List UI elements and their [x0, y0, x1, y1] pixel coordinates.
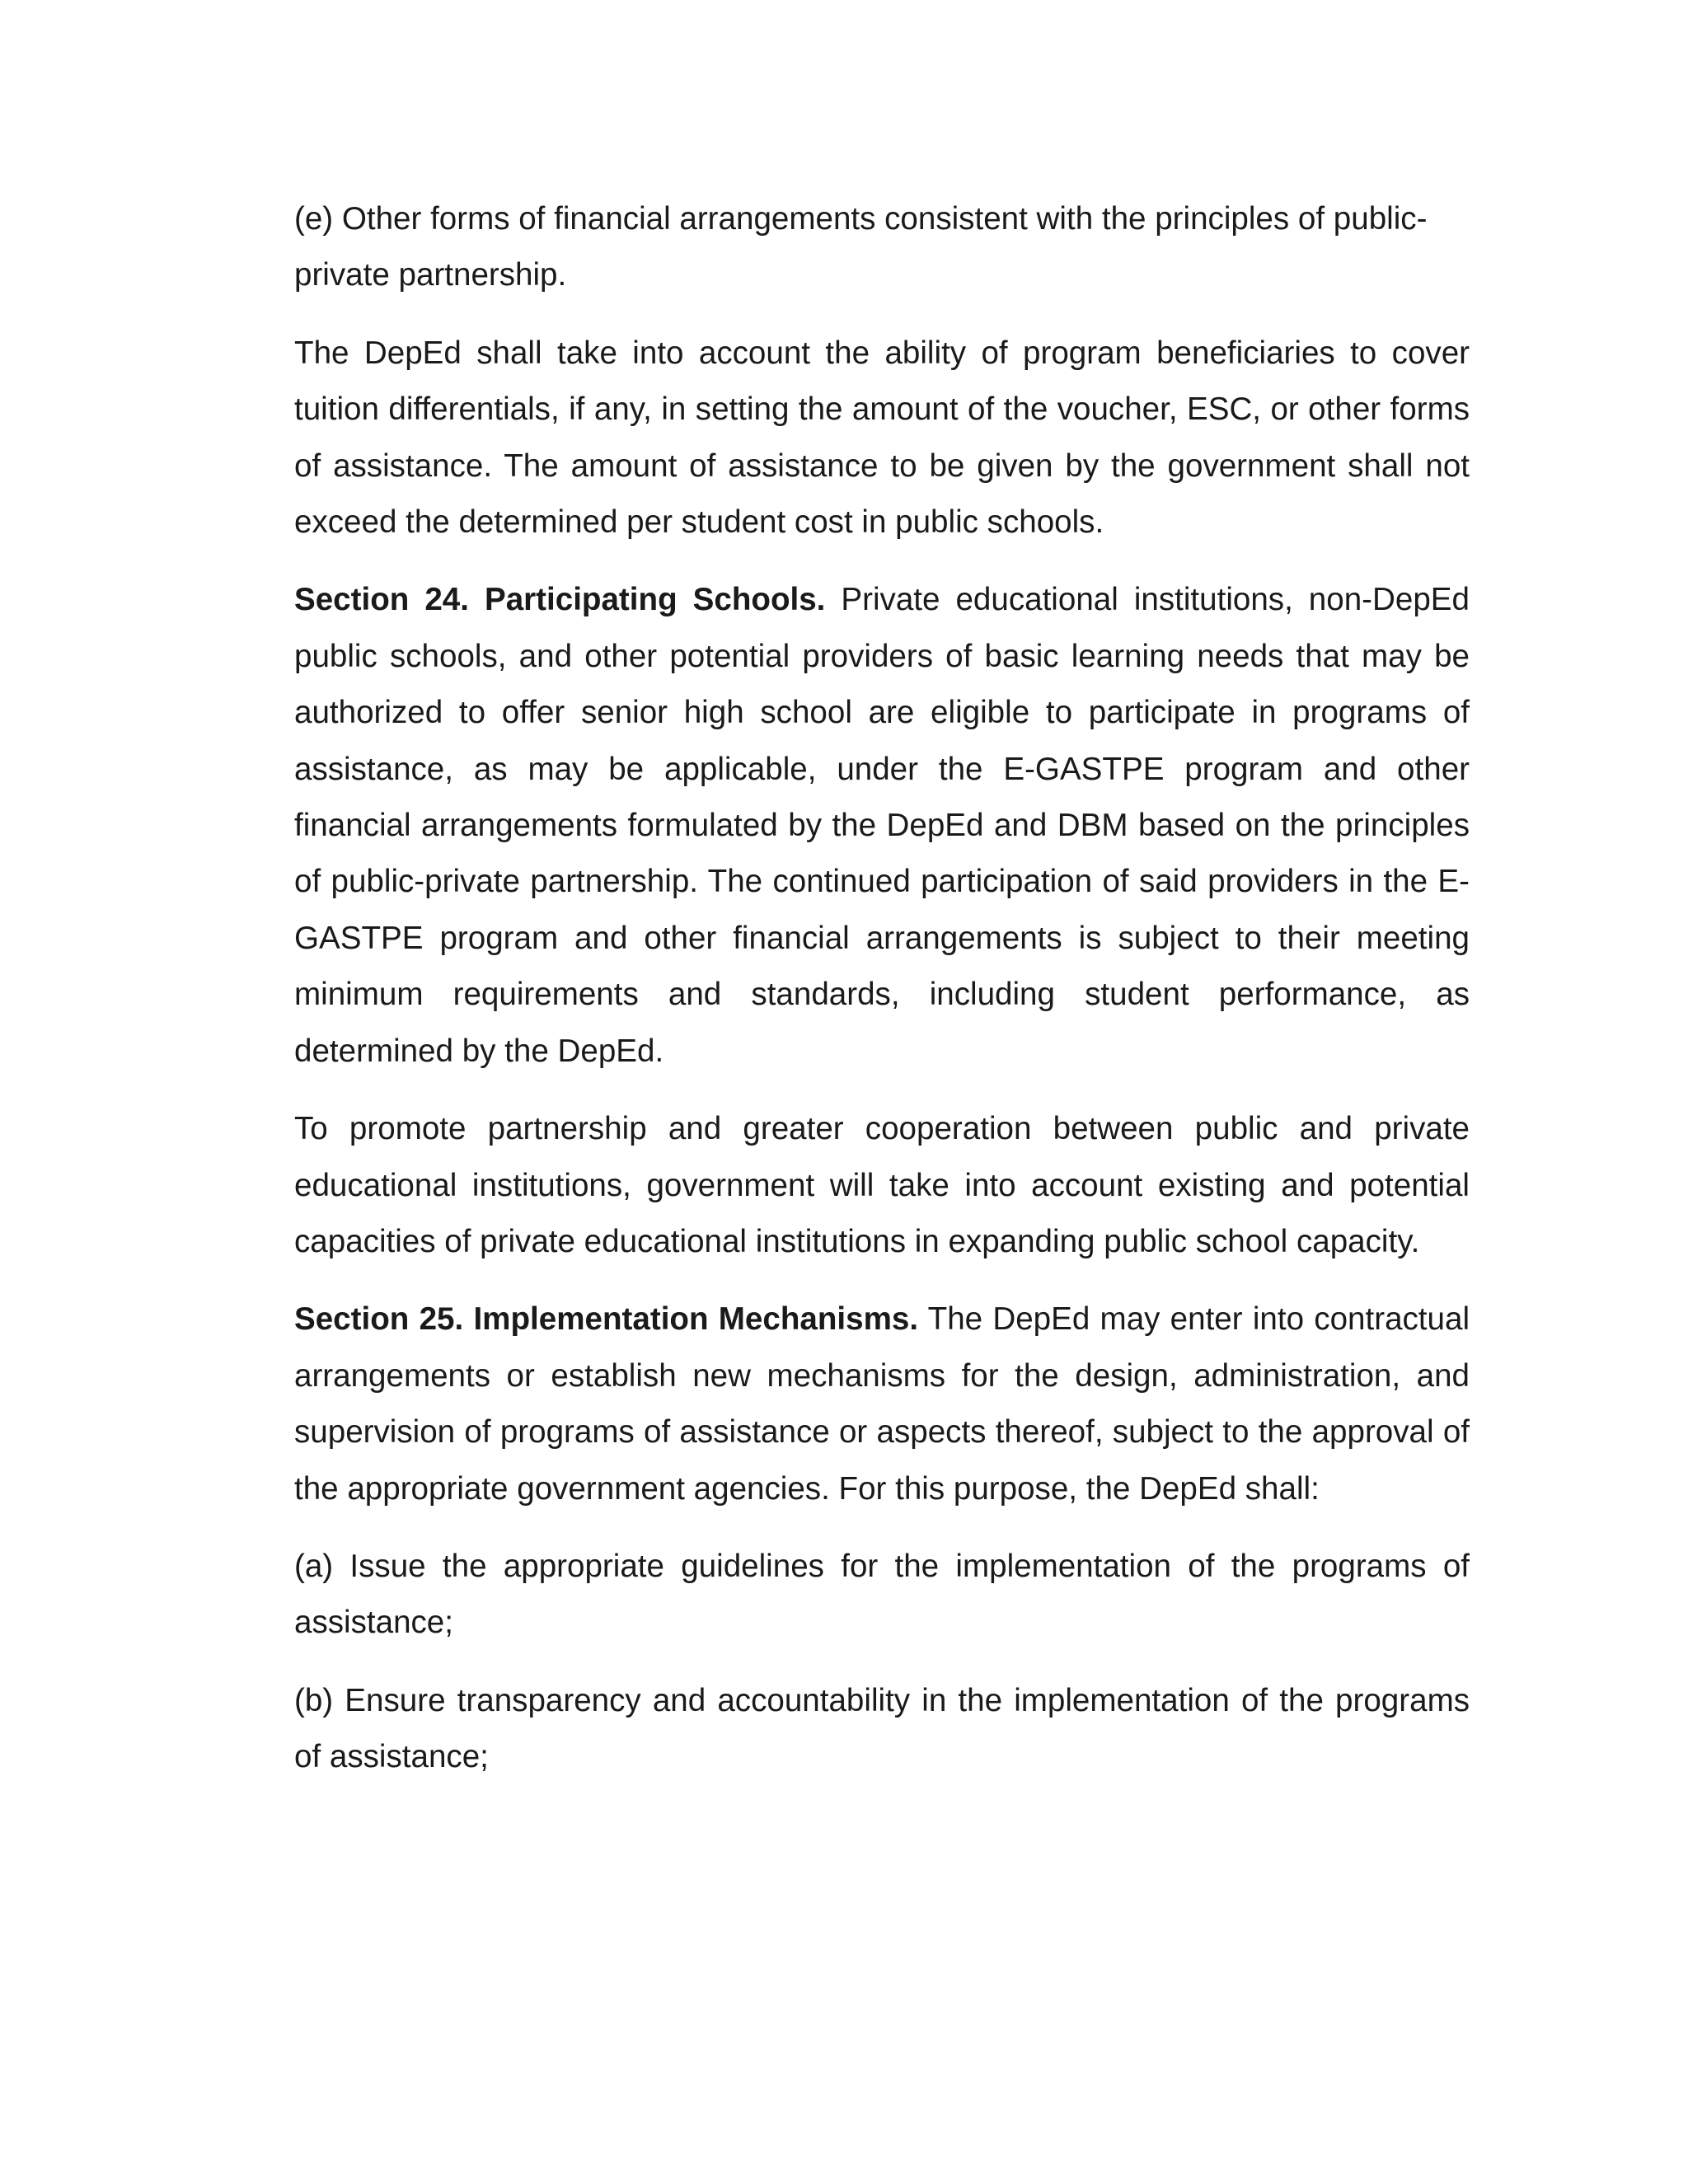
- section-24-heading: Section 24. Participating Schools.: [294, 582, 826, 618]
- list-item-a: [294, 1539, 1470, 1652]
- section-25-paragraph: [294, 1291, 1470, 1517]
- paragraph-text: (b) Ensure transparency and accountability in the implementation of the programs of assistance;: [294, 1682, 1470, 1775]
- section-24-paragraph: [294, 572, 1470, 1080]
- section-25-heading: Section 25. Implementation Mechanisms.: [294, 1301, 919, 1338]
- paragraph-text: (e) Other forms of financial arrangements consistent with the principles of public-private partnership.: [294, 201, 1428, 293]
- paragraph-text: (a) Issue the appropriate guidelines for the implementation of the programs of assistance;: [294, 1548, 1470, 1641]
- paragraph-partnership: [294, 1101, 1470, 1270]
- paragraph-deped-tuition: [294, 326, 1470, 551]
- section-24-text: Private educational institutions, non-DepEd public schools, and other potential providers of basic learning needs that may be authorized to offer senior high school are eligible to participate in programs of assistance, as may be applicable, under the E-GASTPE program and other financial arrangements formulated by the DepEd and DBM based on the principles of public-private partnership. The continued participation of said providers in the E-GASTPE program and other financial arrangements is subject to their meeting minimum requirements and standards, including student performance, as determined by the DepEd.: [294, 582, 1470, 1069]
- paragraph-text: The DepEd shall take into account the ability of program beneficiaries to cover tuition differentials, if any, in setting the amount of the voucher, ESC, or other forms of assistance. The amount of assistance to be given by the government shall not exceed the determined per student cost in public schools.: [294, 335, 1470, 541]
- document-page: [294, 191, 1470, 1807]
- paragraph-text: To promote partnership and greater cooperation between public and private educational institutions, government will take into account existing and potential capacities of private educational institutions in expanding public school capacity.: [294, 1111, 1470, 1259]
- section-25-text: The DepEd may enter into contractual arrangements or establish new mechanisms for the design, administration, and supervision of programs of assistance or aspects thereof, subject to the approval of the appropriate government agencies. For this purpose, the DepEd shall:: [294, 1301, 1470, 1507]
- paragraph-e-other-forms: [294, 191, 1470, 304]
- list-item-b: [294, 1673, 1470, 1786]
